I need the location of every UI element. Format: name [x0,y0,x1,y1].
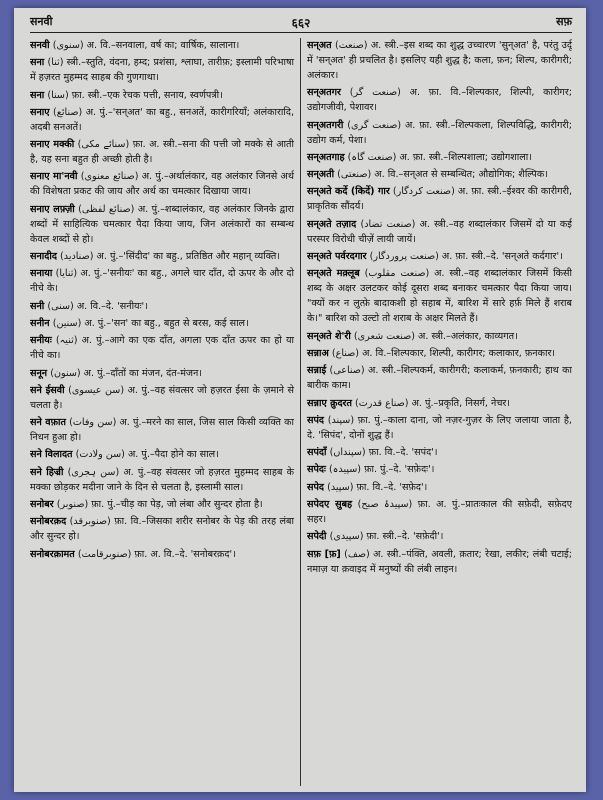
dictionary-entry [30,299,294,314]
entry-definition: (صنعت کردگار) अ. फ़ा. स्त्री.–ईश्वर की कारीगरी, प्राकृतिक सौंदर्य। [307,186,572,213]
entry-headword: सन्नाए क़ुदरत [307,397,352,409]
entry-headword: सनी [30,300,45,312]
dictionary-entry [30,316,294,331]
entry-headword: सपेदी [307,531,327,543]
entry-definition: (صنادید) अ. पुं.–'सिंदीद' का बहु., प्रतिष्ठित और महान् व्यक्ति। [60,251,280,263]
left-column [30,38,301,786]
entry-definition: (صف) अ. स्त्री.–पंक्ति, अवली, क़तार; रेखा, लकीर; लंबी चटाई; नमाज़ या क़वाइद में मनुष्यों की लंबी लाइन। [307,548,572,575]
entry-headword: सनाए [30,106,50,118]
dictionary-entry [30,547,294,562]
dictionary-entry [30,202,294,247]
entry-definition: (سپنداں) फ़ा. वि.–दे. 'सपंद'। [329,447,438,459]
entry-headword: सन्अत [307,40,332,51]
dictionary-entry [30,514,294,544]
dictionary-entry [307,184,572,214]
dictionary-entry [30,169,294,199]
entry-headword: सपेदए सुबह [307,499,353,511]
page-columns [30,38,572,786]
entry-headword: सनोबर [30,499,54,511]
dictionary-entry [307,346,572,361]
entry-definition: (صنعت) अ. स्त्री.–इस शब्द का शुद्ध उच्चारण 'सुन्अत' है, परंतु उर्दू में 'सन्अत' ही प्रचलित है। इसलिए यही शुद्ध है; कला, फ़न; शिल्प, कारीगरी; अलंकार। [307,40,572,81]
entry-definition: (صنوبرقامت) फ़ा. अ. वि.–दे. 'सनोबरक़द'। [77,548,236,560]
entry-headword: सनून [30,367,48,379]
entry-headword: सन्अतगाह [307,151,345,163]
dictionary-entry [307,249,572,264]
dictionary-entry [30,137,294,167]
page-header [30,8,572,33]
entry-definition: (سپند) फ़ा. पुं.–काला दाना, जो नज़र-गुज़र के लिए जलाया जाता है, दे. 'सिपंद', दोनों शुद्ध हैं। [307,414,572,441]
entry-definition: (صنعت مقلوب) अ. स्त्री.–वह शब्दालंकार जिसमें किसी शब्द के अक्षर उलटकर कोई दूसरा शब्द बनाकर चमत्कार पैदा किया जाय। "क्यों कर न लुत्फ़े बादाकशी हो सहाब में, बारिश में सारे हर्फ़ मिले हैं शराब के।" बारिश को उल्टो तो शराब के अक्षर मिलते हैं। [307,268,572,325]
entry-headword: सन्अतगर [307,87,341,99]
entry-definition: (صناع) अ. वि.–शिल्पकार, शिल्पी, कारीगर; कलाकार, फ़नकार। [331,347,556,359]
entry-definition: (سنین) अ. पुं.–'सन' का बहु., बहुत से बरस, कई साल। [52,317,249,329]
entry-headword: सन्अते तज़ाद [307,218,357,230]
entry-headword: सन्अते पर्वरदगार [307,251,367,263]
entry-definition: (سنائے مکی) फ़ा. अ. स्त्री.–सना की पत्ती जो मक्के से आती है, यह सना बहुत ही अच्छी होती है। [30,139,295,166]
entry-definition: (صنعت گری) अ. फ़ा. स्त्री.–शिल्पकला, शिल्पविद्धि, कारीगरी; उद्योग कर्म, पेशा। [307,119,572,146]
entry-headword: सन्अते कर्दे (किर्दे) गार [307,186,390,198]
entry-definition: (صنائع لفظی) अ. पुं.–शब्दालंकार, वह अलंकार जिनके द्वारा शब्दों में साहित्यिक चमत्कार पैदा किया जाय, जिन अलंकारों का सम्बन्ध केवल शब्दों से हो। [30,203,294,245]
entry-headword: सनोबरक़द [30,516,67,528]
dictionary-entry [307,167,572,182]
page-number: ६६२ [291,16,311,30]
entry-definition: (صنائع معنوی) अ. पुं.–अर्थालंकार, वह अलंकार जिनसे अर्थ की विशेषता प्रकट की जाय और अर्थ का चमत्कार दिखाया जाय। [30,171,294,198]
entry-headword: सना [30,57,45,69]
entry-definition: (صنعت پروردگار) अ. फ़ा. स्त्री.–दे. 'सन्अते कर्दगार'। [369,251,563,263]
dictionary-entry [307,462,572,477]
dictionary-entry [30,266,294,296]
entry-headword: सनीयः [30,335,52,347]
dictionary-entry [30,497,294,512]
dictionary-page [14,8,586,792]
entry-headword: सनाए मक्की [30,139,75,151]
entry-headword: सने वफ़ात [30,417,66,429]
entry-headword: सन्नाअ [307,347,329,359]
entry-definition: (سن عیسوی) अ. पुं.–वह संवत्सर जो हज़रत ईसा के ज़माने से चलता है। [30,384,294,411]
entry-headword: सन्अते मक़्लूब [307,268,360,280]
dictionary-entry [307,38,572,83]
entry-definition: (صنعت گر) अ. फ़ा. वि.–शिल्पकार, शिल्पी, कारीगर; उद्योगजीवी, पेशावर। [307,87,572,114]
entry-headword: सने हिज्री [30,466,64,478]
entry-headword: सनवी [30,40,50,51]
dictionary-entry [307,217,572,247]
dictionary-entry [307,480,572,495]
entry-definition: (سپیدہ) फ़ा. पुं.–दे. 'सफ़ेदः'। [329,464,435,476]
dictionary-entry [307,497,572,527]
entry-headword: सन्अती [307,169,335,181]
entry-headword: सफ़ [फ़] [307,548,341,560]
entry-headword: सपंदाँ [307,447,327,459]
dictionary-entry [30,383,294,413]
entry-headword: सन्नाई [307,365,327,377]
entry-headword: सन्अते शे'री [307,330,351,342]
entry-headword: सपंद [307,414,325,426]
entry-headword: सनोबरक़ामत [30,548,75,560]
dictionary-entry [30,447,294,462]
dictionary-entry [30,55,294,85]
entry-definition: (صنعت تضاد) अ. स्त्री.–वह शब्दालंकार जिसमें दो या कई परस्पर विरोधी चीज़ें लायी जायें। [307,218,572,245]
right-column [301,38,572,786]
entry-definition: (سنون) अ. पुं.–दाँतों का मंजन, दंत-मंजन। [50,367,203,379]
dictionary-entry [307,150,572,165]
entry-definition: (سن ہجری) अ. पुं.–वह संवत्सर जो हज़रत मुहम्मद साहब के मक्का छोड़कर मदीना जाने के दिन से चलता है, इस्लामी साल। [30,466,294,493]
entry-definition: (صنائع) अ. पुं.–'सन्अत' का बहु., सनअतें, कारीगरियाँ; अलंकारादि, अदबी सनअतें। [30,106,294,133]
dictionary-entry [307,118,572,148]
dictionary-entry [30,333,294,363]
dictionary-entry [30,366,294,381]
dictionary-entry [307,363,572,393]
entry-definition: (ثنیہ) अ. पुं.–आगे का एक दाँत, अगला एक दाँत ऊपर का हो या नीचे का। [30,335,294,362]
entry-headword: सनाए लफ़्ज़ी [30,203,75,215]
entry-headword: सनादीद [30,251,57,263]
dictionary-entry [307,445,572,460]
dictionary-entry [30,415,294,445]
dictionary-entry [307,413,572,443]
dictionary-entry [30,105,294,135]
dictionary-entry [30,465,294,495]
entry-headword: सपेद [307,481,325,493]
header-left-word: सनवी [30,15,53,28]
entry-definition: (سپیدی) फ़ा. स्त्री.–दे. 'सफ़ेदी'। [329,531,444,543]
entry-headword: सनाया [30,268,53,280]
entry-definition: (صنوبر) फ़ा. पुं.–चीड़ का पेड़, जो लंबा और सुन्दर होता है। [56,499,263,511]
entry-headword: सनीन [30,317,50,329]
dictionary-entry [307,266,572,326]
entry-definition: (سپید) फ़ा. वि.–दे. 'सफ़ेद'। [327,481,428,493]
entry-headword: सन्अतगरी [307,119,344,131]
entry-definition: (سن وفات) अ. पुं.–मरने का साल, जिस साल किसी व्यक्ति का निधन हुआ हो। [30,417,294,444]
entry-definition: (ثنایا) अ. पुं.–'सनीयः' का बहु., अगले चार दाँत, दो ऊपर के और दो नीचे के। [30,268,294,295]
entry-definition: (سنوی) अ. वि.–सनवाला, वर्ष का; वार्षिक, सालाना। [52,40,240,51]
entry-headword: सने ईसवी [30,384,65,396]
dictionary-entry [307,85,572,115]
header-right-word: सफ़ [556,15,572,28]
entry-definition: (صنعت شعری) अ. स्त्री.–अलंकार, काव्यगत। [353,330,518,342]
entry-definition: (صنوبرقد) फ़ा. वि.–जिसका शरीर सनोबर के पेड़ की तरह लंबा और सुन्दर हो। [30,516,294,543]
dictionary-entry [307,396,572,411]
entry-definition: (صناعی) अ. स्त्री.–शिल्पकर्म, कारीगरी; कलाकर्म, फ़नकारी; हाथ का बारीक काम। [307,365,572,392]
entry-definition: (سنا) फ़ा. स्त्री.–एक रेचक पत्ती, सनाय, स्वर्णपत्री। [47,89,223,101]
entry-definition: (ثنا) स्त्री.–स्तुति, वंदना, हम्द; प्रशंसा, श्लाघा, तारीफ़; इस्लामी परिभाषा में हज़रत मुहम्मद साहब की गुणगाथा। [30,57,294,84]
entry-headword: सनाए मा'नवी [30,171,78,183]
entry-definition: (صنعت گاہ) अ. फ़ा. स्त्री.–शिल्पशाला; उद्योगशाला। [347,151,532,163]
dictionary-entry [307,547,572,577]
entry-headword: सना [30,89,45,101]
dictionary-entry [30,38,294,53]
entry-definition: (سنی) अ. वि.–दे. 'सनीयः'। [47,300,148,312]
entry-definition: (صنعتی) अ. वि.–सन्अत से सम्बन्धित; औद्योगिक; शैल्पिक। [337,169,548,181]
dictionary-entry [30,88,294,103]
entry-headword: सने विलादत [30,449,73,461]
entry-definition: (صناع قدرت) अ. पुं.–प्रकृति, निसर्ग, नेचर। [355,397,510,409]
dictionary-entry [307,329,572,344]
entry-definition: (سن ولادت) अ. पुं.–पैदा होने का साल। [75,449,219,461]
dictionary-entry [307,529,572,544]
entry-headword: सपेदः [307,464,326,476]
entry-definition: (سپیدۂ صبح) फ़ा. अ. पुं.–प्रातःकाल की सफ़ेदी, सफ़ेदए सहर। [307,499,572,526]
dictionary-entry [30,249,294,264]
